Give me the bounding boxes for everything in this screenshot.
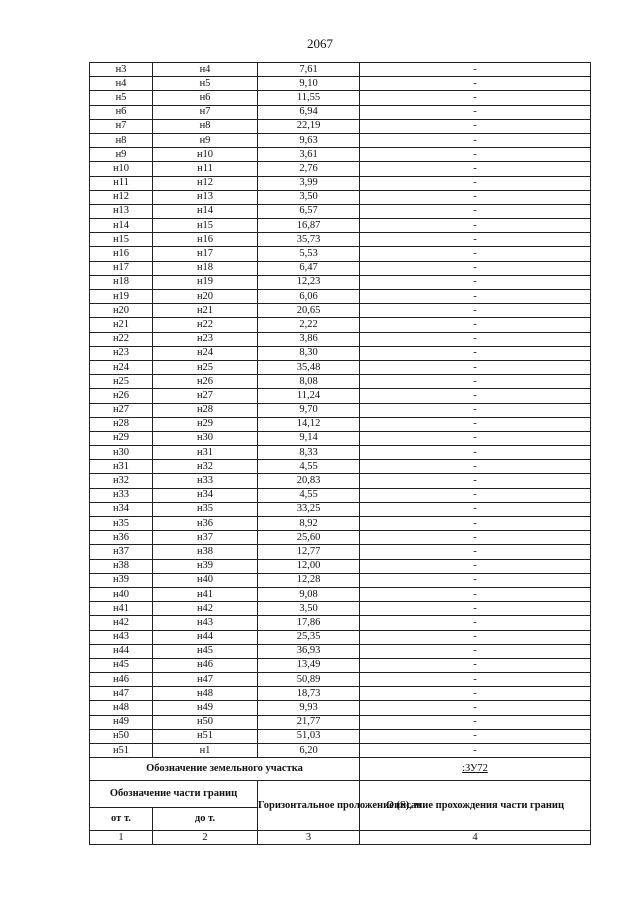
description-cell: - — [360, 602, 591, 616]
description-cell: - — [360, 502, 591, 516]
to-point-cell: н4 — [153, 63, 258, 77]
table-row — [90, 162, 591, 176]
length-cell: 6,20 — [258, 744, 360, 758]
length-cell: 35,73 — [258, 233, 360, 247]
boundary-table — [89, 62, 591, 845]
from-point-cell: н7 — [90, 119, 153, 133]
to-point-cell: н42 — [153, 602, 258, 616]
table-row — [90, 233, 591, 247]
from-point-cell: н27 — [90, 403, 153, 417]
from-point-cell: н17 — [90, 261, 153, 275]
description-cell: - — [360, 701, 591, 715]
length-cell: 5,53 — [258, 247, 360, 261]
plot-value: :ЗУ72 — [462, 763, 488, 775]
description-cell: - — [360, 91, 591, 105]
to-point-cell: н28 — [153, 403, 258, 417]
description-cell: - — [360, 729, 591, 743]
length-cell: 3,50 — [258, 190, 360, 204]
table-row — [90, 644, 591, 658]
from-point-cell: н46 — [90, 673, 153, 687]
description-cell: - — [360, 417, 591, 431]
from-point-cell: н50 — [90, 729, 153, 743]
description-cell: - — [360, 644, 591, 658]
description-cell: - — [360, 517, 591, 531]
length-cell: 12,23 — [258, 275, 360, 289]
to-point-cell: н1 — [153, 744, 258, 758]
from-point-cell: н19 — [90, 290, 153, 304]
from-point-cell: н5 — [90, 91, 153, 105]
length-cell: 51,03 — [258, 729, 360, 743]
length-cell: 6,94 — [258, 105, 360, 119]
table-row — [90, 91, 591, 105]
to-point-cell: н11 — [153, 162, 258, 176]
table-row — [90, 744, 591, 758]
from-point-cell: н6 — [90, 105, 153, 119]
from-point-cell: н36 — [90, 531, 153, 545]
to-point-cell: н10 — [153, 148, 258, 162]
length-cell: 3,86 — [258, 332, 360, 346]
table-row — [90, 701, 591, 715]
table-row — [90, 360, 591, 374]
to-point-cell: н20 — [153, 290, 258, 304]
from-point-cell: н28 — [90, 417, 153, 431]
description-cell: - — [360, 403, 591, 417]
description-cell: - — [360, 332, 591, 346]
to-point-cell: н47 — [153, 673, 258, 687]
length-cell: 8,92 — [258, 517, 360, 531]
boundary-rows — [90, 63, 591, 758]
description-cell: - — [360, 105, 591, 119]
description-cell: - — [360, 446, 591, 460]
table-row — [90, 176, 591, 190]
table-row — [90, 616, 591, 630]
length-cell: 3,50 — [258, 602, 360, 616]
description-cell: - — [360, 587, 591, 601]
length-cell: 4,55 — [258, 488, 360, 502]
length-cell: 2,76 — [258, 162, 360, 176]
table-row — [90, 133, 591, 147]
length-cell: 7,61 — [258, 63, 360, 77]
from-point-cell: н33 — [90, 488, 153, 502]
from-point-cell: н30 — [90, 446, 153, 460]
length-cell: 6,06 — [258, 290, 360, 304]
description-cell: - — [360, 304, 591, 318]
table-row — [90, 517, 591, 531]
length-cell: 9,10 — [258, 77, 360, 91]
to-point-cell: н7 — [153, 105, 258, 119]
from-point-cell: н15 — [90, 233, 153, 247]
column-number: 3 — [258, 831, 360, 845]
length-cell: 12,77 — [258, 545, 360, 559]
table-row — [90, 602, 591, 616]
column-number: 2 — [153, 831, 258, 845]
to-point-cell: н48 — [153, 687, 258, 701]
from-point-cell: н21 — [90, 318, 153, 332]
from-point-cell: н18 — [90, 275, 153, 289]
to-point-cell: н14 — [153, 204, 258, 218]
length-cell: 13,49 — [258, 658, 360, 672]
length-cell: 3,61 — [258, 148, 360, 162]
description-cell: - — [360, 673, 591, 687]
table-row — [90, 77, 591, 91]
from-point-cell: н26 — [90, 389, 153, 403]
description-cell: - — [360, 658, 591, 672]
table-row — [90, 63, 591, 77]
to-point-cell: н30 — [153, 431, 258, 445]
part-designation-header: Обозначение части границ — [90, 781, 258, 808]
from-point-cell: н4 — [90, 77, 153, 91]
length-cell: 2,22 — [258, 318, 360, 332]
table-row — [90, 488, 591, 502]
description-cell: - — [360, 360, 591, 374]
from-point-cell: н34 — [90, 502, 153, 516]
description-cell: - — [360, 531, 591, 545]
to-point-cell: н12 — [153, 176, 258, 190]
length-cell: 25,60 — [258, 531, 360, 545]
table-row — [90, 190, 591, 204]
table-row — [90, 573, 591, 587]
from-point-cell: н45 — [90, 658, 153, 672]
from-point-cell: н10 — [90, 162, 153, 176]
table-row — [90, 630, 591, 644]
length-cell: 33,25 — [258, 502, 360, 516]
table-row — [90, 346, 591, 360]
description-cell: - — [360, 431, 591, 445]
description-cell: - — [360, 630, 591, 644]
length-cell: 12,28 — [258, 573, 360, 587]
table-row — [90, 431, 591, 445]
table-row — [90, 219, 591, 233]
table-row — [90, 729, 591, 743]
to-point-cell: н37 — [153, 531, 258, 545]
to-point-cell: н40 — [153, 573, 258, 587]
table-row — [90, 673, 591, 687]
length-cell: 4,55 — [258, 460, 360, 474]
description-cell: - — [360, 573, 591, 587]
table-row — [90, 502, 591, 516]
description-cell: - — [360, 162, 591, 176]
table-row — [90, 559, 591, 573]
from-point-cell: н44 — [90, 644, 153, 658]
length-cell: 8,33 — [258, 446, 360, 460]
description-cell: - — [360, 63, 591, 77]
to-point-cell: н38 — [153, 545, 258, 559]
length-cell: 17,86 — [258, 616, 360, 630]
to-point-cell: н49 — [153, 701, 258, 715]
length-cell: 9,93 — [258, 701, 360, 715]
to-point-cell: н27 — [153, 389, 258, 403]
description-cell: - — [360, 261, 591, 275]
table-row — [90, 375, 591, 389]
table-row — [90, 446, 591, 460]
table-row — [90, 417, 591, 431]
to-point-cell: н9 — [153, 133, 258, 147]
to-point-cell: н15 — [153, 219, 258, 233]
from-point-cell: н29 — [90, 431, 153, 445]
from-point-cell: н51 — [90, 744, 153, 758]
table-row — [90, 290, 591, 304]
table-row — [90, 531, 591, 545]
description-cell: - — [360, 687, 591, 701]
description-cell: - — [360, 318, 591, 332]
from-point-cell: н31 — [90, 460, 153, 474]
from-point-cell: н20 — [90, 304, 153, 318]
to-point-cell: н50 — [153, 715, 258, 729]
table-row — [90, 545, 591, 559]
table-row — [90, 687, 591, 701]
table-row — [90, 403, 591, 417]
table-row — [90, 119, 591, 133]
from-point-cell: н9 — [90, 148, 153, 162]
to-point-cell: н18 — [153, 261, 258, 275]
to-point-cell: н45 — [153, 644, 258, 658]
to-point-cell: н21 — [153, 304, 258, 318]
from-point-cell: н37 — [90, 545, 153, 559]
length-cell: 50,89 — [258, 673, 360, 687]
description-cell: - — [360, 616, 591, 630]
length-cell: 8,08 — [258, 375, 360, 389]
from-point-cell: н48 — [90, 701, 153, 715]
from-point-cell: н8 — [90, 133, 153, 147]
description-cell: - — [360, 715, 591, 729]
length-cell: 9,08 — [258, 587, 360, 601]
from-point-cell: н14 — [90, 219, 153, 233]
to-point-cell: н13 — [153, 190, 258, 204]
length-cell: 9,63 — [258, 133, 360, 147]
to-point-cell: н44 — [153, 630, 258, 644]
table-row — [90, 587, 591, 601]
to-point-cell: н34 — [153, 488, 258, 502]
header-row — [90, 781, 591, 808]
from-point-cell: н47 — [90, 687, 153, 701]
length-cell: 21,77 — [258, 715, 360, 729]
description-cell: - — [360, 119, 591, 133]
table-row — [90, 332, 591, 346]
column-number: 4 — [360, 831, 591, 845]
description-cell: - — [360, 559, 591, 573]
to-point-cell: н36 — [153, 517, 258, 531]
description-cell: - — [360, 219, 591, 233]
length-cell: 35,48 — [258, 360, 360, 374]
description-cell: - — [360, 176, 591, 190]
from-point-cell: н23 — [90, 346, 153, 360]
from-point-cell: н16 — [90, 247, 153, 261]
to-point-cell: н22 — [153, 318, 258, 332]
to-point-cell: н6 — [153, 91, 258, 105]
description-cell: - — [360, 545, 591, 559]
from-point-cell: н11 — [90, 176, 153, 190]
plot-row — [90, 758, 591, 781]
length-cell: 6,47 — [258, 261, 360, 275]
to-point-cell: н51 — [153, 729, 258, 743]
length-cell: 6,57 — [258, 204, 360, 218]
description-cell: - — [360, 233, 591, 247]
horizontal-length-header: Горизонтальное проложение (S), м — [258, 781, 360, 831]
from-point-cell: н12 — [90, 190, 153, 204]
table-row — [90, 389, 591, 403]
from-point-cell: н39 — [90, 573, 153, 587]
table-row — [90, 261, 591, 275]
from-point-cell: н41 — [90, 602, 153, 616]
length-cell: 9,70 — [258, 403, 360, 417]
from-point-cell: н13 — [90, 204, 153, 218]
description-cell: - — [360, 77, 591, 91]
description-cell: - — [360, 190, 591, 204]
from-point-cell: н43 — [90, 630, 153, 644]
to-point-cell: н26 — [153, 375, 258, 389]
column-number-row — [90, 831, 591, 845]
length-cell: 3,99 — [258, 176, 360, 190]
to-point-cell: н17 — [153, 247, 258, 261]
length-cell: 22,19 — [258, 119, 360, 133]
from-point-cell: н22 — [90, 332, 153, 346]
column-number: 1 — [90, 831, 153, 845]
from-point-cell: н40 — [90, 587, 153, 601]
from-point-cell: н25 — [90, 375, 153, 389]
length-cell: 12,00 — [258, 559, 360, 573]
from-point-cell: н35 — [90, 517, 153, 531]
description-cell: - — [360, 474, 591, 488]
description-cell: - — [360, 204, 591, 218]
description-cell: - — [360, 744, 591, 758]
length-cell: 11,24 — [258, 389, 360, 403]
table-row — [90, 247, 591, 261]
table-row — [90, 275, 591, 289]
length-cell: 18,73 — [258, 687, 360, 701]
from-point-header: от т. — [90, 808, 153, 831]
from-point-cell: н32 — [90, 474, 153, 488]
to-point-cell: н39 — [153, 559, 258, 573]
table-row — [90, 318, 591, 332]
description-cell: - — [360, 346, 591, 360]
description-cell: - — [360, 389, 591, 403]
length-cell: 9,14 — [258, 431, 360, 445]
to-point-cell: н46 — [153, 658, 258, 672]
length-cell: 25,35 — [258, 630, 360, 644]
description-cell: - — [360, 488, 591, 502]
to-point-cell: н24 — [153, 346, 258, 360]
to-point-cell: н33 — [153, 474, 258, 488]
table-row — [90, 304, 591, 318]
to-point-cell: н43 — [153, 616, 258, 630]
boundary-footer — [90, 758, 591, 845]
from-point-cell: н38 — [90, 559, 153, 573]
description-cell: - — [360, 375, 591, 389]
description-header: Описание прохождения части границ — [360, 781, 591, 831]
from-point-cell: н24 — [90, 360, 153, 374]
table-row — [90, 148, 591, 162]
to-point-cell: н29 — [153, 417, 258, 431]
to-point-cell: н25 — [153, 360, 258, 374]
description-cell: - — [360, 275, 591, 289]
from-point-cell: н3 — [90, 63, 153, 77]
page-number: 2067 — [307, 36, 333, 51]
length-cell: 11,55 — [258, 91, 360, 105]
table-row — [90, 105, 591, 119]
to-point-cell: н41 — [153, 587, 258, 601]
length-cell: 14,12 — [258, 417, 360, 431]
description-cell: - — [360, 247, 591, 261]
from-point-cell: н42 — [90, 616, 153, 630]
length-cell: 8,30 — [258, 346, 360, 360]
length-cell: 16,87 — [258, 219, 360, 233]
table-row — [90, 460, 591, 474]
plot-value-cell — [360, 758, 591, 781]
to-point-cell: н5 — [153, 77, 258, 91]
plot-label: Обозначение земельного участка — [90, 758, 360, 781]
to-point-cell: н31 — [153, 446, 258, 460]
table-row — [90, 474, 591, 488]
from-point-cell: н49 — [90, 715, 153, 729]
to-point-cell: н16 — [153, 233, 258, 247]
length-cell: 20,65 — [258, 304, 360, 318]
table-row — [90, 715, 591, 729]
table-row — [90, 204, 591, 218]
to-point-cell: н32 — [153, 460, 258, 474]
table-row — [90, 658, 591, 672]
to-point-cell: н8 — [153, 119, 258, 133]
to-point-cell: н23 — [153, 332, 258, 346]
to-point-cell: н19 — [153, 275, 258, 289]
to-point-cell: н35 — [153, 502, 258, 516]
to-point-header: до т. — [153, 808, 258, 831]
length-cell: 36,93 — [258, 644, 360, 658]
length-cell: 20,83 — [258, 474, 360, 488]
description-cell: - — [360, 148, 591, 162]
description-cell: - — [360, 460, 591, 474]
description-cell: - — [360, 290, 591, 304]
description-cell: - — [360, 133, 591, 147]
